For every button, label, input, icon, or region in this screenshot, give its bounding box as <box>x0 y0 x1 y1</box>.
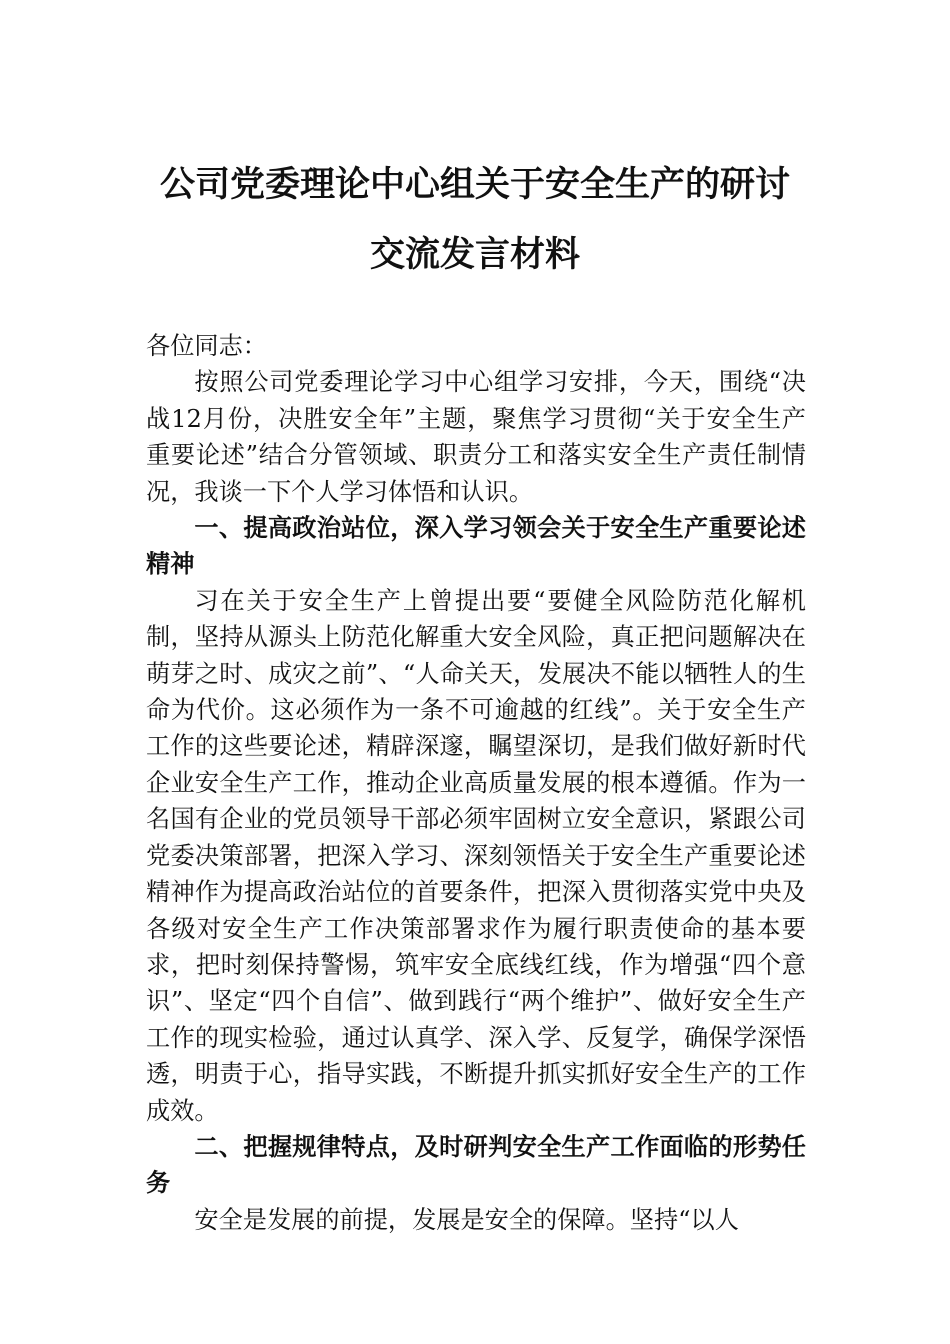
salutation: 各位同志： <box>146 332 267 360</box>
section-2-paragraph: 安全是发展的前提，发展是安全的保障。坚持“以人 <box>194 1205 739 1234</box>
document-title-line-1: 公司党委理论中心组关于安全生产的研讨 <box>159 164 790 205</box>
document-title-line-2: 交流发言材料 <box>369 234 580 275</box>
intro-paragraph: 按照公司党委理论学习中心组学习安排，今天，围绕“决战12月份，决胜安全年”主题，聚焦学习贯彻“关于安全生产重要论述”结合分管领域、职责分工和落实安全生产责任制情况，我谈一下个人学习体悟和认识。 <box>146 368 806 506</box>
section-heading-2: 二、把握规律特点，及时研判安全生产工作面临的形势任务 <box>146 1132 806 1198</box>
section-heading-1: 一、提高政治站位，深入学习领会关于安全生产重要论述精神 <box>146 514 806 579</box>
document-body <box>146 328 806 1238</box>
section-1-paragraph: 习在关于安全生产上曾提出要“要健全风险防范化解机制，坚持从源头上防范化解重大安全风险，真正把问题解决在萌芽之时、成灾之前”、“人命关天，发展决不能以牺牲人的生命为代价。这必须作为一条不可逾越的红线”。关于安全生产工作的这些要论述，精辟深邃，瞩望深切，是我们做好新时代企业安全生产工作，推动企业高质量发展的根本遵循。作为一名国有企业的党员领导干部必须牢固树立安全意识，紧跟公司党委决策部署，把深入学习、深刻领悟关于安全生产重要论述精神作为提高政治站位的首要条件，把深入贯彻落实党中央及各级对安全生产工作决策部署求作为履行职责使命的基本要求，把时刻保持警惕，筑牢安全底线红线，作为增强“四个意识”、坚定“四个自信”、做到践行“两个维护”、做好安全生产工作的现实检验，通过认真学、深入学、反复学，确保学深悟透，明责于心，指导实践，不断提升抓实抓好安全生产的工作成效。 <box>146 586 806 1125</box>
